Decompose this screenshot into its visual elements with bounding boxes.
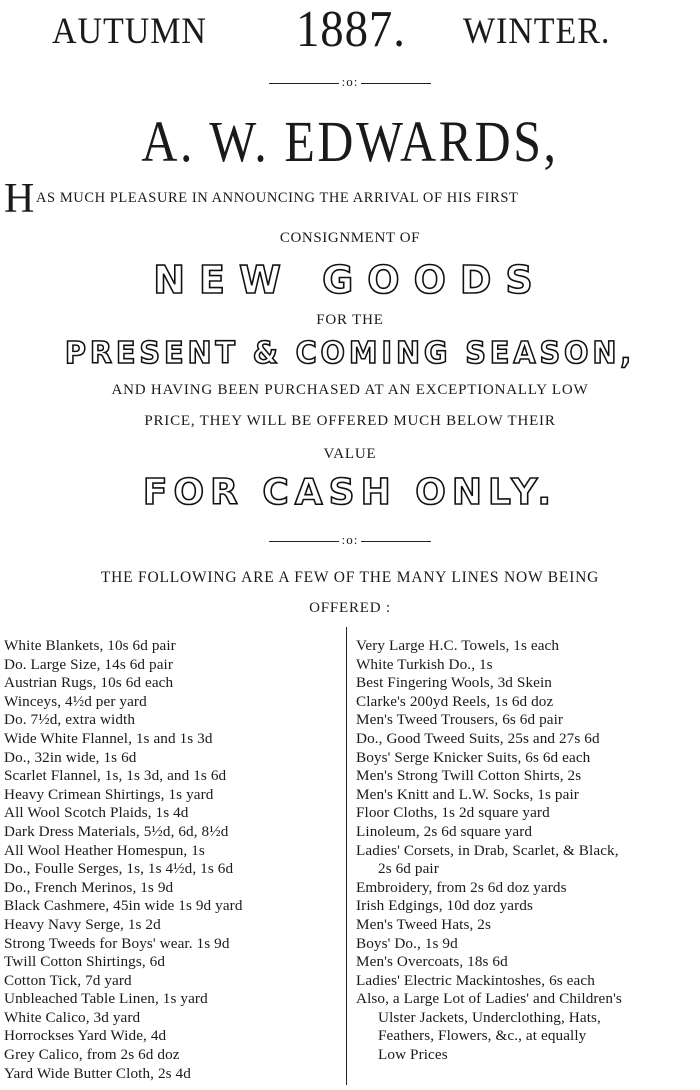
column-divider [346, 627, 347, 1085]
list-item: Ladies' Corsets, in Drab, Scarlet, & Black, [356, 841, 619, 859]
list-item: Do. 7½d, extra width [4, 711, 136, 729]
divider-ornament: :o: [341, 74, 359, 89]
purchase-line-2: PRICE, THEY WILL BE OFFERED MUCH BELOW THEIR [144, 413, 556, 429]
value-line: VALUE [323, 446, 377, 462]
list-item: White Turkish Do., 1s [356, 655, 493, 673]
season-right: WINTER. [463, 11, 611, 52]
new-goods-headline: NEW GOODS [153, 258, 547, 302]
list-item: All Wool Heather Homespun, 1s [4, 841, 205, 859]
list-item: Grey Calico, from 2s 6d doz [4, 1046, 180, 1064]
list-item: Do., Foulle Serges, 1s, 1s 4½d, 1s 6d [4, 860, 234, 878]
list-item: Unbleached Table Linen, 1s yard [4, 990, 208, 1008]
list-item: Men's Tweed Trousers, 6s 6d pair [356, 711, 564, 729]
for-the-line: FOR THE [316, 312, 384, 328]
intro-paragraph [0, 176, 700, 232]
list-item: Embroidery, from 2s 6d doz yards [356, 878, 567, 896]
divider-top [0, 74, 700, 90]
list-item: Men's Overcoats, 18s 6d [356, 953, 508, 971]
list-item: Strong Tweeds for Boys' wear. 1s 9d [4, 934, 230, 952]
divider-rule-left [269, 83, 339, 84]
divider-rule-right [361, 83, 431, 84]
purchase-line-1: AND HAVING BEEN PURCHASED AT AN EXCEPTIONALLY LOW [111, 382, 589, 398]
list-item: Scarlet Flannel, 1s, 1s 3d, and 1s 6d [4, 767, 227, 785]
drop-cap: H [4, 176, 35, 222]
list-item: Very Large H.C. Towels, 1s each [356, 637, 560, 654]
list-item: Horrockses Yard Wide, 4d [4, 1027, 167, 1045]
list-item-continuation: Low Prices [378, 1046, 448, 1064]
list-item: Irish Edgings, 10d doz yards [356, 897, 534, 915]
list-item: Boys' Do., 1s 9d [356, 934, 458, 952]
list-item: Linoleum, 2s 6d square yard [356, 822, 533, 840]
cash-only-headline: FOR CASH ONLY. [142, 472, 558, 513]
list-item-continuation: 2s 6d pair [378, 860, 439, 878]
season-year: 1887. [296, 1, 406, 58]
intro-line-1: AS MUCH PLEASURE IN ANNOUNCING THE ARRIVAL OF HIS FIRST [36, 190, 519, 206]
intro-line-2: CONSIGNMENT OF [279, 230, 421, 246]
list-item: All Wool Scotch Plaids, 1s 4d [4, 804, 189, 822]
list-item: Boys' Serge Knicker Suits, 6s 6d each [356, 748, 591, 766]
divider-middle [0, 532, 700, 548]
list-item-continuation: Feathers, Flowers, &c., at equally [378, 1027, 587, 1045]
list-item: Wide White Flannel, 1s and 1s 3d [4, 729, 213, 747]
list-item: Winceys, 4½d per yard [4, 692, 147, 710]
list-item: White Calico, 3d yard [4, 1008, 141, 1026]
list-item: Heavy Navy Serge, 1s 2d [4, 915, 161, 933]
list-item: Men's Tweed Hats, 2s [356, 915, 492, 933]
list-item: Ladies' Electric Mackintoshes, 6s each [356, 971, 595, 989]
season-header [0, 1, 700, 58]
divider-ornament: :o: [341, 532, 359, 547]
price-list [0, 627, 700, 1089]
price-list-right-column [356, 637, 698, 1065]
list-item: Clarke's 200yd Reels, 1s 6d doz [356, 692, 554, 710]
following-line-1: THE FOLLOWING ARE A FEW OF THE MANY LINES NOW BEING [100, 569, 600, 586]
season-left: AUTUMN [52, 11, 207, 52]
list-item: Cotton Tick, 7d yard [4, 971, 132, 989]
list-item: Do., Good Tweed Suits, 25s and 27s 6d [356, 729, 600, 747]
list-item: Heavy Crimean Shirtings, 1s yard [4, 785, 214, 803]
list-item-continuation: Ulster Jackets, Underclothing, Hats, [378, 1008, 601, 1026]
list-item: Men's Knitt and L.W. Socks, 1s pair [356, 785, 579, 803]
list-item: Black Cashmere, 45in wide 1s 9d yard [4, 897, 243, 915]
list-item: Yard Wide Butter Cloth, 2s 4d [4, 1064, 191, 1082]
list-item: Dark Dress Materials, 5½d, 6d, 8½d [4, 822, 229, 840]
price-list-left-column [4, 637, 344, 1083]
divider-rule-left [269, 541, 339, 542]
list-item: Austrian Rugs, 10s 6d each [4, 674, 174, 692]
list-item: Men's Strong Twill Cotton Shirts, 2s [356, 767, 582, 785]
list-item: Floor Cloths, 1s 2d square yard [356, 804, 550, 822]
divider-rule-right [361, 541, 431, 542]
list-item: Do. Large Size, 14s 6d pair [4, 655, 174, 673]
list-item: Twill Cotton Shirtings, 6d [4, 953, 166, 971]
list-item: Do., French Merinos, 1s 9d [4, 878, 174, 896]
list-item: White Blankets, 10s 6d pair [4, 637, 176, 654]
list-item: Best Fingering Wools, 3d Skein [356, 674, 552, 692]
list-item: Do., 32in wide, 1s 6d [4, 748, 137, 766]
merchant-name: A. W. EDWARDS, [141, 109, 559, 174]
list-item: Also, a Large Lot of Ladies' and Children's [356, 990, 622, 1008]
following-line-2: OFFERED : [309, 600, 391, 616]
present-season-headline: PRESENT & COMING SEASON, [64, 336, 636, 371]
